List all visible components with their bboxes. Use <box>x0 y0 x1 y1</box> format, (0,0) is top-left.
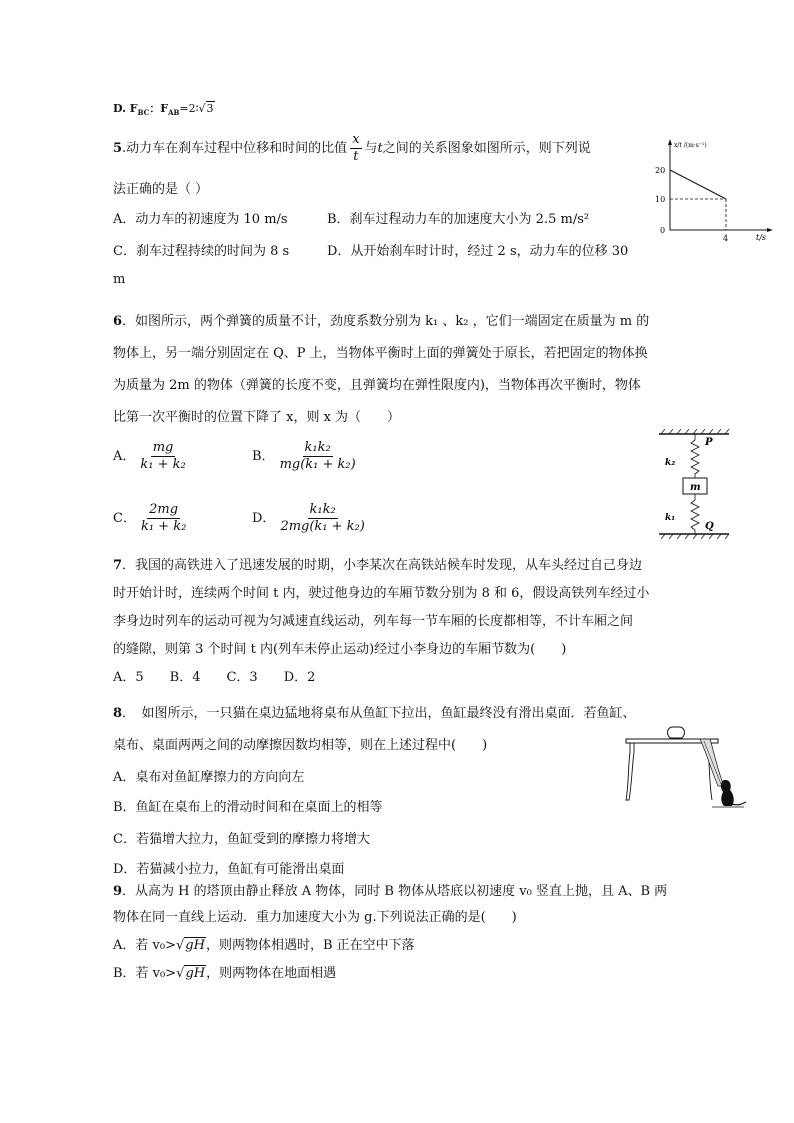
q8-option-d: D．若猫减小拉力，鱼缸有可能滑出桌面 <box>113 862 345 877</box>
label-mass: m <box>690 482 701 493</box>
fish-bowl <box>668 727 685 738</box>
q9-option-b: B．若 v₀>√gH，则两物体在地面相遇 <box>113 966 337 981</box>
graph-ylabel: x/t /(m·s⁻¹) <box>674 142 707 149</box>
q8-option-b: B．鱼缸在桌布上的滑动时间和在桌面上的相等 <box>113 800 383 815</box>
label-k1: k₁ <box>665 513 676 523</box>
table-leg-left <box>626 743 634 800</box>
lower-spring <box>691 494 699 534</box>
q6-number: 6 <box>113 314 123 329</box>
q7-stem-line2: 时开始计时，连续两个时间 t 内，驶过他身边的车厢节数分别为 8 和 6，假设高铁列车经过小 <box>113 586 650 601</box>
graph-origin: 0 <box>660 226 666 235</box>
graph-xtick-4: 4 <box>723 234 729 243</box>
q6-option-c: C． $\frac{2mg}{\text{k₁ + k₂}}$ <box>113 502 187 534</box>
q6-stem-line2: 物体上，另一端分别固定在 Q、P 上，当物体平衡时上面的弹簧处于原长，若把固定的物体换 <box>113 346 648 361</box>
q8-cat-table-figure <box>620 722 750 812</box>
q6-option-a: A． $\frac{mg}{\text{k₁ + k₂}}$ <box>113 440 186 472</box>
q4-option-d: D. $F_{BC}$：$F_{AB}=2∶√3$ <box>113 102 214 118</box>
q5-option-b: B．刹车过程动力车的加速度大小为 2.5 m/s² <box>327 212 590 227</box>
q7-number: 7 <box>113 558 123 573</box>
graph-data-line <box>670 170 726 199</box>
q5-fraction: $\frac{x}{t}$ <box>352 132 360 164</box>
label-k2: k₂ <box>665 458 676 468</box>
q5-stem-line2: 法正确的是（ ） <box>113 182 209 197</box>
q5-option-a: A．动力车的初速度为 10 m/s <box>113 212 288 227</box>
q7-stem-line1: 7．我国的高铁进入了迅速发展的时期，小李某次在高铁站候车时发现，从车头经过自己身边 <box>113 558 643 573</box>
q6-stem-line4: 比第一次平衡时的位置下降了 x，则 x 为（ ） <box>113 410 401 425</box>
q5-option-d-continued: m <box>113 272 126 287</box>
q6-stem-line1: 6．如图所示，两个弹簧的质量不计，劲度系数分别为 k₁ 、k₂ ，它们一端固定在质量为 m 的 <box>113 314 650 329</box>
q8-option-a: A．桌布对鱼缸摩擦力的方向向左 <box>113 770 305 785</box>
q9-number: 9 <box>113 884 123 899</box>
tablecloth <box>700 739 724 786</box>
cat <box>721 780 734 806</box>
q7-stem-line3: 李身边时列车的运动可视为匀减速直线运动，列车每一节车厢的长度都相等，不计车厢之间 <box>113 614 634 629</box>
q6-option-b: B． $\frac{\text{k₁k₂}}{\text{mg(k₁ + k₂)}}$ <box>252 440 356 472</box>
q8-option-c: C．若猫增大拉力，鱼缸受到的摩擦力将增大 <box>113 832 370 847</box>
q8-number: 8 <box>113 706 123 721</box>
q7-stem-line4: 的缝隙，则第 3 个时间 t 内(列车未停止运动)经过小李身边的车厢节数为( ) <box>113 642 567 657</box>
graph-xlabel: t/s <box>756 233 767 242</box>
q9-stem-line2: 物体在同一直线上运动．重力加速度大小为 g.下列说法正确的是( ) <box>113 910 517 925</box>
graph-ytick-20: 20 <box>655 166 666 175</box>
q5-number: 5 <box>113 141 123 156</box>
upper-spring <box>691 434 699 478</box>
q6-option-d: D． $\frac{\text{k₁k₂}}{\text{2mg(k₁ + k₂)}}$ <box>252 502 365 534</box>
graph-x-arrow <box>767 228 773 232</box>
q7-options: A．5 B．4 C．3 D．2 <box>113 670 316 685</box>
graph-y-arrow <box>668 139 672 145</box>
label-q: Q <box>705 521 714 532</box>
label-p: P <box>705 437 713 448</box>
q9-stem-line1: 9．从高为 H 的塔顶由静止释放 A 物体，同时 B 物体从塔底以初速度 v₀ 竖直上抛，且 A、B 两 <box>113 884 668 899</box>
q8-stem-line1: 8． 如图所示，一只猫在桌边猛地将桌布从鱼缸下拉出，鱼缸最终没有滑出桌面．若鱼缸、 <box>113 706 636 721</box>
cat-tail <box>732 802 746 805</box>
q6-stem-line3: 为质量为 2m 的物体（弹簧的长度不变，且弹簧均在弹性限度内)，当物体再次平衡时，物体 <box>113 378 641 393</box>
q5-stem-line1: 5.动力车在刹车过程中位移和时间的比值 $\frac{x}{t}$ 与t之间的关系图象如图所示，则下列说 <box>113 132 591 164</box>
q5-option-c: C．刹车过程持续的时间为 8 s <box>113 244 290 259</box>
q8-stem-line2: 桌布、桌面两两之间的动摩擦因数均相等，则在上述过程中( ) <box>113 738 488 753</box>
graph-ytick-10: 10 <box>655 195 666 204</box>
q5-option-d: D．从开始刹车时计时，经过 2 s，动力车的位移 30 <box>327 244 629 259</box>
q9-option-a: A．若 v₀>√gH，则两物体相遇时，B 正在空中下落 <box>113 938 415 953</box>
q5-velocity-time-graph <box>652 138 782 248</box>
q6-spring-figure <box>655 428 735 543</box>
